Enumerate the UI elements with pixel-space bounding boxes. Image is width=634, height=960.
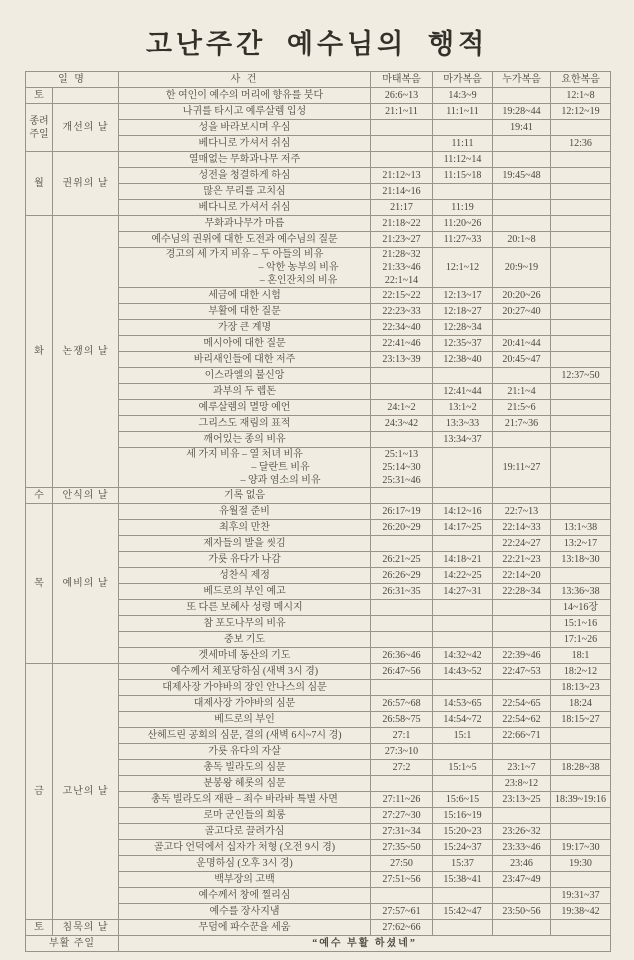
event-cell: 나귀를 타시고 예루살렘 입성 xyxy=(119,104,371,120)
john-ref-cell xyxy=(551,184,611,200)
matthew-ref-cell: 27:27~30 xyxy=(371,808,433,824)
event-cell: 성을 바라보시며 우심 xyxy=(119,120,371,136)
day-cell: 수 xyxy=(26,488,53,504)
event-cell: 많은 무리를 고치심 xyxy=(119,184,371,200)
table-row xyxy=(26,88,611,104)
event-cell: 과부의 두 렙돈 xyxy=(119,384,371,400)
john-ref-cell: 12:12~19 xyxy=(551,104,611,120)
luke-ref-cell: 21:1~4 xyxy=(493,384,551,400)
mark-ref-cell: 14:27~31 xyxy=(433,584,493,600)
matthew-ref-cell: 26:21~25 xyxy=(371,552,433,568)
john-ref-cell xyxy=(551,920,611,936)
day-cell: 목 xyxy=(26,504,53,664)
matthew-ref-cell: 22:34~40 xyxy=(371,320,433,336)
event-cell: 깨어있는 종의 비유 xyxy=(119,432,371,448)
matthew-ref-cell: 24:3~42 xyxy=(371,416,433,432)
day-title-cell: 고난의 날 xyxy=(53,664,119,920)
mark-ref-cell xyxy=(433,632,493,648)
day-title-cell: 안식의 날 xyxy=(53,488,119,504)
matthew-ref-cell: 27:1 xyxy=(371,728,433,744)
table-row xyxy=(26,152,611,168)
john-ref-cell: 15:1~16 xyxy=(551,616,611,632)
event-cell: 대제사장 가야바의 심문 xyxy=(119,696,371,712)
luke-ref-cell: 22:39~46 xyxy=(493,648,551,664)
event-cell: 산헤드린 공회의 심문, 결의 (새벽 6시~7시 경) xyxy=(119,728,371,744)
event-cell: 제자들의 발을 씻김 xyxy=(119,536,371,552)
matthew-ref-cell: 26:47~56 xyxy=(371,664,433,680)
luke-ref-cell: 23:46 xyxy=(493,856,551,872)
john-ref-cell: 19:17~30 xyxy=(551,840,611,856)
col-john-header: 요한복음 xyxy=(551,72,611,88)
event-cell: 세 가지 비유 – 열 처녀 비유 – 달란트 비유 – 양과 염소의 비유 xyxy=(119,448,371,488)
luke-ref-cell xyxy=(493,744,551,760)
event-cell: 예수님의 권위에 대한 도전과 예수님의 질문 xyxy=(119,232,371,248)
matthew-ref-cell: 22:15~22 xyxy=(371,288,433,304)
matthew-ref-cell xyxy=(371,888,433,904)
col-mark-header: 마가복음 xyxy=(433,72,493,88)
john-ref-cell: 14~16장 xyxy=(551,600,611,616)
luke-ref-cell: 22:7~13 xyxy=(493,504,551,520)
matthew-ref-cell xyxy=(371,120,433,136)
mark-ref-cell: 15:38~41 xyxy=(433,872,493,888)
matthew-ref-cell: 27:51~56 xyxy=(371,872,433,888)
event-cell: 베드로의 부인 예고 xyxy=(119,584,371,600)
event-cell: 경고의 세 가지 비유 – 두 아들의 비유 – 악한 농부의 비유 – 혼인잔치의 비유 xyxy=(119,248,371,288)
john-ref-cell: 18:28~38 xyxy=(551,760,611,776)
matthew-ref-cell: 26:58~75 xyxy=(371,712,433,728)
day-cell: 월 xyxy=(26,152,53,216)
matthew-ref-cell xyxy=(371,136,433,152)
event-cell: 참 포도나무의 비유 xyxy=(119,616,371,632)
luke-ref-cell xyxy=(493,888,551,904)
john-ref-cell: 12:36 xyxy=(551,136,611,152)
john-ref-cell xyxy=(551,232,611,248)
resurrection-quote: “예수 부활 하셨네” xyxy=(119,936,611,952)
event-cell: 예수께서 체포당하심 (새벽 3시 경) xyxy=(119,664,371,680)
matthew-ref-cell xyxy=(371,384,433,400)
john-ref-cell xyxy=(551,504,611,520)
matthew-ref-cell: 22:41~46 xyxy=(371,336,433,352)
matthew-ref-cell: 26:36~46 xyxy=(371,648,433,664)
event-cell: 바리새인들에 대한 저주 xyxy=(119,352,371,368)
matthew-ref-cell: 27:2 xyxy=(371,760,433,776)
event-cell: 무덤에 파수꾼을 세움 xyxy=(119,920,371,936)
matthew-ref-cell: 27:3~10 xyxy=(371,744,433,760)
day-title-cell xyxy=(53,88,119,104)
event-cell: 분봉왕 헤롯의 심문 xyxy=(119,776,371,792)
day-cell: 금 xyxy=(26,664,53,920)
mark-ref-cell: 11:11 xyxy=(433,136,493,152)
mark-ref-cell xyxy=(433,888,493,904)
event-cell: 메시아에 대한 질문 xyxy=(119,336,371,352)
event-cell: 골고다 언덕에서 십자가 처형 (오전 9시 경) xyxy=(119,840,371,856)
table-body xyxy=(26,88,611,936)
luke-ref-cell: 23:33~46 xyxy=(493,840,551,856)
luke-ref-cell: 21:7~36 xyxy=(493,416,551,432)
mark-ref-cell: 15:1~5 xyxy=(433,760,493,776)
mark-ref-cell xyxy=(433,680,493,696)
luke-ref-cell xyxy=(493,488,551,504)
john-ref-cell xyxy=(551,568,611,584)
table-row xyxy=(26,104,611,120)
matthew-ref-cell: 26:20~29 xyxy=(371,520,433,536)
john-ref-cell: 13:2~17 xyxy=(551,536,611,552)
matthew-ref-cell xyxy=(371,776,433,792)
luke-ref-cell: 20:27~40 xyxy=(493,304,551,320)
mark-ref-cell: 14:54~72 xyxy=(433,712,493,728)
matthew-ref-cell: 21:14~16 xyxy=(371,184,433,200)
day-cell: 종려주일 xyxy=(26,104,53,152)
mark-ref-cell: 12:38~40 xyxy=(433,352,493,368)
john-ref-cell xyxy=(551,872,611,888)
john-ref-cell: 19:30 xyxy=(551,856,611,872)
event-cell: 총독 빌라도의 심문 xyxy=(119,760,371,776)
mark-ref-cell: 12:1~12 xyxy=(433,248,493,288)
luke-ref-cell: 23:50~56 xyxy=(493,904,551,920)
john-ref-cell: 18:13~23 xyxy=(551,680,611,696)
john-ref-cell: 18:15~27 xyxy=(551,712,611,728)
passion-week-table xyxy=(25,71,611,952)
matthew-ref-cell xyxy=(371,616,433,632)
luke-ref-cell: 19:41 xyxy=(493,120,551,136)
mark-ref-cell: 11:12~14 xyxy=(433,152,493,168)
luke-ref-cell xyxy=(493,432,551,448)
event-cell: 중보 기도 xyxy=(119,632,371,648)
event-cell: 총독 빌라도의 재판 – 죄수 바라바 특별 사면 xyxy=(119,792,371,808)
john-ref-cell: 18:2~12 xyxy=(551,664,611,680)
john-ref-cell xyxy=(551,352,611,368)
john-ref-cell xyxy=(551,152,611,168)
day-title-cell: 침묵의 날 xyxy=(53,920,119,936)
matthew-ref-cell: 27:35~50 xyxy=(371,840,433,856)
matthew-ref-cell: 27:11~26 xyxy=(371,792,433,808)
luke-ref-cell xyxy=(493,616,551,632)
col-matthew-header: 마태복음 xyxy=(371,72,433,88)
matthew-ref-cell xyxy=(371,432,433,448)
matthew-ref-cell: 27:57~61 xyxy=(371,904,433,920)
luke-ref-cell xyxy=(493,632,551,648)
luke-ref-cell: 19:45~48 xyxy=(493,168,551,184)
event-cell: 부활에 대한 질문 xyxy=(119,304,371,320)
john-ref-cell: 19:38~42 xyxy=(551,904,611,920)
luke-ref-cell xyxy=(493,88,551,104)
john-ref-cell: 13:18~30 xyxy=(551,552,611,568)
col-luke-header: 누가복음 xyxy=(493,72,551,88)
luke-ref-cell: 23:13~25 xyxy=(493,792,551,808)
mark-ref-cell xyxy=(433,920,493,936)
john-ref-cell xyxy=(551,728,611,744)
mark-ref-cell: 13:1~2 xyxy=(433,400,493,416)
luke-ref-cell xyxy=(493,680,551,696)
resurrection-sunday-label: 부활 주일 xyxy=(26,936,119,952)
john-ref-cell xyxy=(551,776,611,792)
john-ref-cell xyxy=(551,288,611,304)
mark-ref-cell: 12:41~44 xyxy=(433,384,493,400)
day-cell: 토 xyxy=(26,88,53,104)
mark-ref-cell: 15:20~23 xyxy=(433,824,493,840)
event-cell: 예수께서 창에 찔리심 xyxy=(119,888,371,904)
john-ref-cell xyxy=(551,432,611,448)
mark-ref-cell: 12:28~34 xyxy=(433,320,493,336)
john-ref-cell xyxy=(551,416,611,432)
john-ref-cell: 12:37~50 xyxy=(551,368,611,384)
event-cell: 베다니로 가셔서 쉬심 xyxy=(119,136,371,152)
event-cell: 기록 없음 xyxy=(119,488,371,504)
luke-ref-cell xyxy=(493,808,551,824)
matthew-ref-cell: 21:17 xyxy=(371,200,433,216)
matthew-ref-cell xyxy=(371,488,433,504)
matthew-ref-cell xyxy=(371,632,433,648)
matthew-ref-cell: 26:6~13 xyxy=(371,88,433,104)
john-ref-cell: 18:24 xyxy=(551,696,611,712)
john-ref-cell: 13:36~38 xyxy=(551,584,611,600)
event-cell: 가룟 유다가 나감 xyxy=(119,552,371,568)
mark-ref-cell: 14:32~42 xyxy=(433,648,493,664)
john-ref-cell xyxy=(551,808,611,824)
mark-ref-cell: 11:1~11 xyxy=(433,104,493,120)
mark-ref-cell: 11:15~18 xyxy=(433,168,493,184)
matthew-ref-cell: 21:23~27 xyxy=(371,232,433,248)
event-cell: 겟세마네 동산의 기도 xyxy=(119,648,371,664)
john-ref-cell xyxy=(551,304,611,320)
john-ref-cell: 12:1~8 xyxy=(551,88,611,104)
luke-ref-cell: 20:41~44 xyxy=(493,336,551,352)
john-ref-cell xyxy=(551,336,611,352)
mark-ref-cell: 12:13~17 xyxy=(433,288,493,304)
mark-ref-cell xyxy=(433,448,493,488)
event-cell: 예수를 장사지냄 xyxy=(119,904,371,920)
john-ref-cell: 18:1 xyxy=(551,648,611,664)
mark-ref-cell: 15:1 xyxy=(433,728,493,744)
day-cell: 토 xyxy=(26,920,53,936)
event-cell: 로마 군인들의 희롱 xyxy=(119,808,371,824)
luke-ref-cell xyxy=(493,184,551,200)
col-event-header: 사 건 xyxy=(119,72,371,88)
table-row xyxy=(26,504,611,520)
john-ref-cell xyxy=(551,200,611,216)
mark-ref-cell xyxy=(433,536,493,552)
luke-ref-cell: 22:28~34 xyxy=(493,584,551,600)
page-title: 고난주간 예수님의 행적 xyxy=(145,29,489,59)
luke-ref-cell: 22:66~71 xyxy=(493,728,551,744)
mark-ref-cell: 15:6~15 xyxy=(433,792,493,808)
event-cell: 백부장의 고백 xyxy=(119,872,371,888)
luke-ref-cell: 23:8~12 xyxy=(493,776,551,792)
luke-ref-cell xyxy=(493,136,551,152)
mark-ref-cell: 11:27~33 xyxy=(433,232,493,248)
john-ref-cell xyxy=(551,744,611,760)
mark-ref-cell: 11:19 xyxy=(433,200,493,216)
luke-ref-cell: 19:28~44 xyxy=(493,104,551,120)
john-ref-cell xyxy=(551,120,611,136)
event-cell: 성전을 청결하게 하심 xyxy=(119,168,371,184)
john-ref-cell xyxy=(551,448,611,488)
matthew-ref-cell: 21:18~22 xyxy=(371,216,433,232)
luke-ref-cell xyxy=(493,320,551,336)
table-row xyxy=(26,488,611,504)
mark-ref-cell: 14:12~16 xyxy=(433,504,493,520)
luke-ref-cell xyxy=(493,368,551,384)
john-ref-cell xyxy=(551,384,611,400)
mark-ref-cell xyxy=(433,120,493,136)
luke-ref-cell: 22:14~33 xyxy=(493,520,551,536)
resurrection-row xyxy=(26,936,611,952)
luke-ref-cell: 21:5~6 xyxy=(493,400,551,416)
event-cell: 가장 큰 계명 xyxy=(119,320,371,336)
table-row xyxy=(26,920,611,936)
event-cell: 베드로의 부인 xyxy=(119,712,371,728)
mark-ref-cell: 14:22~25 xyxy=(433,568,493,584)
event-cell: 예루살렘의 멸망 예언 xyxy=(119,400,371,416)
event-cell: 대제사장 가야바의 장인 안나스의 심문 xyxy=(119,680,371,696)
luke-ref-cell: 23:1~7 xyxy=(493,760,551,776)
matthew-ref-cell: 26:26~29 xyxy=(371,568,433,584)
col-day-name-header: 일 명 xyxy=(26,72,119,88)
luke-ref-cell xyxy=(493,600,551,616)
john-ref-cell xyxy=(551,824,611,840)
event-cell: 가룟 유다의 자살 xyxy=(119,744,371,760)
luke-ref-cell: 23:26~32 xyxy=(493,824,551,840)
mark-ref-cell: 14:43~52 xyxy=(433,664,493,680)
luke-ref-cell: 22:21~23 xyxy=(493,552,551,568)
luke-ref-cell: 20:20~26 xyxy=(493,288,551,304)
day-title-cell: 권위의 날 xyxy=(53,152,119,216)
mark-ref-cell xyxy=(433,368,493,384)
luke-ref-cell: 22:24~27 xyxy=(493,536,551,552)
event-cell: 골고다로 끌려가심 xyxy=(119,824,371,840)
luke-ref-cell: 22:47~53 xyxy=(493,664,551,680)
mark-ref-cell: 15:37 xyxy=(433,856,493,872)
mark-ref-cell: 12:35~37 xyxy=(433,336,493,352)
event-cell: 유월절 준비 xyxy=(119,504,371,520)
matthew-ref-cell: 21:28~32 21:33~46 22:1~14 xyxy=(371,248,433,288)
table-row xyxy=(26,664,611,680)
mark-ref-cell: 13:34~37 xyxy=(433,432,493,448)
john-ref-cell xyxy=(551,248,611,288)
matthew-ref-cell xyxy=(371,600,433,616)
mark-ref-cell xyxy=(433,744,493,760)
luke-ref-cell: 20:1~8 xyxy=(493,232,551,248)
matthew-ref-cell xyxy=(371,536,433,552)
matthew-ref-cell: 22:23~33 xyxy=(371,304,433,320)
john-ref-cell xyxy=(551,216,611,232)
matthew-ref-cell: 25:1~13 25:14~30 25:31~46 xyxy=(371,448,433,488)
luke-ref-cell: 22:14~20 xyxy=(493,568,551,584)
matthew-ref-cell: 27:62~66 xyxy=(371,920,433,936)
table-row xyxy=(26,216,611,232)
mark-ref-cell: 14:17~25 xyxy=(433,520,493,536)
matthew-ref-cell: 23:13~39 xyxy=(371,352,433,368)
luke-ref-cell: 23:47~49 xyxy=(493,872,551,888)
mark-ref-cell: 15:24~37 xyxy=(433,840,493,856)
john-ref-cell: 13:1~38 xyxy=(551,520,611,536)
luke-ref-cell xyxy=(493,216,551,232)
luke-ref-cell: 22:54~65 xyxy=(493,696,551,712)
day-title-cell: 개선의 날 xyxy=(53,104,119,152)
mark-ref-cell: 11:20~26 xyxy=(433,216,493,232)
matthew-ref-cell: 27:50 xyxy=(371,856,433,872)
mark-ref-cell xyxy=(433,600,493,616)
event-cell: 최후의 만찬 xyxy=(119,520,371,536)
event-cell: 한 여인이 예수의 머리에 향유를 붓다 xyxy=(119,88,371,104)
matthew-ref-cell xyxy=(371,368,433,384)
john-ref-cell xyxy=(551,488,611,504)
event-cell: 이스라엘의 불신앙 xyxy=(119,368,371,384)
event-cell: 그리스도 재림의 표적 xyxy=(119,416,371,432)
event-cell: 성찬식 제정 xyxy=(119,568,371,584)
matthew-ref-cell: 24:1~2 xyxy=(371,400,433,416)
luke-ref-cell xyxy=(493,200,551,216)
event-cell: 열매없는 무화과나무 저주 xyxy=(119,152,371,168)
luke-ref-cell: 20:9~19 xyxy=(493,248,551,288)
mark-ref-cell: 14:3~9 xyxy=(433,88,493,104)
mark-ref-cell: 15:16~19 xyxy=(433,808,493,824)
john-ref-cell xyxy=(551,320,611,336)
matthew-ref-cell xyxy=(371,680,433,696)
matthew-ref-cell: 21:1~11 xyxy=(371,104,433,120)
mark-ref-cell xyxy=(433,184,493,200)
header-row xyxy=(26,72,611,88)
mark-ref-cell xyxy=(433,488,493,504)
matthew-ref-cell: 21:12~13 xyxy=(371,168,433,184)
matthew-ref-cell: 26:31~35 xyxy=(371,584,433,600)
luke-ref-cell: 20:45~47 xyxy=(493,352,551,368)
john-ref-cell: 17:1~26 xyxy=(551,632,611,648)
event-cell: 무화과나무가 마름 xyxy=(119,216,371,232)
matthew-ref-cell: 26:57~68 xyxy=(371,696,433,712)
matthew-ref-cell xyxy=(371,152,433,168)
event-cell: 운명하심 (오후 3시 경) xyxy=(119,856,371,872)
mark-ref-cell xyxy=(433,776,493,792)
mark-ref-cell: 15:42~47 xyxy=(433,904,493,920)
luke-ref-cell xyxy=(493,152,551,168)
john-ref-cell: 18:39~19:16 xyxy=(551,792,611,808)
day-title-cell: 예비의 날 xyxy=(53,504,119,664)
luke-ref-cell: 22:54~62 xyxy=(493,712,551,728)
day-title-cell: 논쟁의 날 xyxy=(53,216,119,488)
mark-ref-cell: 12:18~27 xyxy=(433,304,493,320)
mark-ref-cell: 13:3~33 xyxy=(433,416,493,432)
mark-ref-cell xyxy=(433,616,493,632)
john-ref-cell xyxy=(551,400,611,416)
matthew-ref-cell: 26:17~19 xyxy=(371,504,433,520)
john-ref-cell: 19:31~37 xyxy=(551,888,611,904)
luke-ref-cell xyxy=(493,920,551,936)
mark-ref-cell: 14:53~65 xyxy=(433,696,493,712)
luke-ref-cell: 19:11~27 xyxy=(493,448,551,488)
day-cell: 화 xyxy=(26,216,53,488)
mark-ref-cell: 14:18~21 xyxy=(433,552,493,568)
event-cell: 세금에 대한 시험 xyxy=(119,288,371,304)
event-cell: 또 다른 보혜사 성령 메시지 xyxy=(119,600,371,616)
john-ref-cell xyxy=(551,168,611,184)
matthew-ref-cell: 27:31~34 xyxy=(371,824,433,840)
event-cell: 베다니로 가셔서 쉬심 xyxy=(119,200,371,216)
